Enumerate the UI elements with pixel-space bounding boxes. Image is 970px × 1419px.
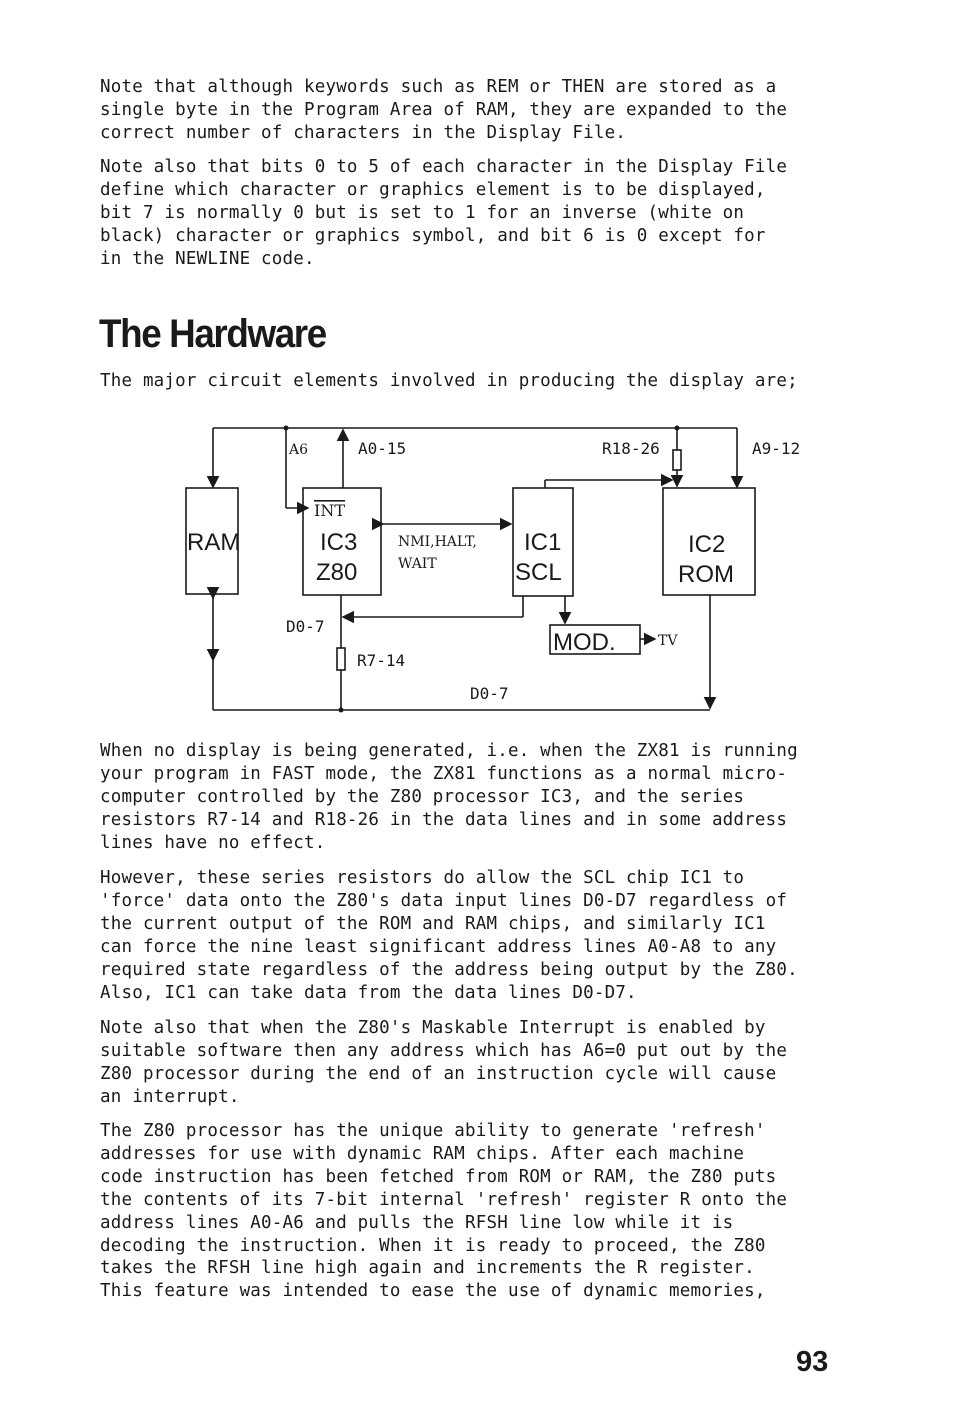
tv-label: TV bbox=[658, 633, 678, 649]
paragraph-keywords: Note that although keywords such as REM or THEN are stored as a single byte in the Program Area of RAM, they are expanded to the correct number of characters in the Display File. bbox=[100, 77, 788, 143]
paragraph-fast-mode: When no display is being generated, i.e. when the ZX81 is running your program in FAST mode, the ZX81 functions as a normal micro- computer controlled by the Z80 processor IC3, and the series resistors R7-14 and R18-26 in the data lines and in some address lines have no effect. bbox=[100, 741, 798, 853]
ic3-label: IC3 bbox=[320, 529, 358, 556]
paragraph-intro: The major circuit elements involved in producing the display are; bbox=[100, 371, 798, 391]
paragraph-display-file-bits: Note also that bits 0 to 5 of each character in the Display File define which character or graphics element is to be displayed, bit 7 is normally 0 but is set to 1 for an inverse (white on black) character or graphics symbol, and bit 6 is 0 except for in the NEWLINE code. bbox=[100, 157, 788, 269]
r7-14-resistor bbox=[337, 648, 345, 670]
circuit-diagram-svg bbox=[180, 420, 820, 720]
nmi-halt-label: NMI,HALT, bbox=[398, 534, 477, 550]
a6-junction-dot bbox=[284, 426, 289, 431]
d0-7-bottom-label: D0-7 bbox=[470, 684, 509, 703]
r7-14-label: R7-14 bbox=[357, 651, 406, 670]
mod-label: MOD. bbox=[553, 629, 616, 656]
rom-label: ROM bbox=[678, 561, 734, 588]
r18-26-resistor bbox=[673, 450, 681, 470]
z80-label: Z80 bbox=[316, 559, 358, 586]
ram-label: RAM bbox=[187, 529, 241, 556]
paragraph-interrupt: Note also that when the Z80's Maskable Interrupt is enabled by suitable software then any address which has A6=0 put out by the Z80 processor during the end of an instruction cycle will cause an interrupt. bbox=[100, 1018, 788, 1107]
d0-7-left-label: D0-7 bbox=[286, 617, 325, 636]
page-number: 93 bbox=[796, 1346, 829, 1378]
paragraph-refresh: The Z80 processor has the unique ability to generate 'refresh' addresses for use with dynamic RAM chips. After each machine code instruction has been fetched from ROM or RAM, the Z80 puts the contents of its 7-bit internal 'refresh' register R onto the address lines A0-A6 and pulls the RFSH line low while it is decoding the instruction. When it is ready to proceed, the Z80 takes the RFSH line high again and increments the R register. This feature was intended to ease the use of dynamic memories, bbox=[100, 1121, 788, 1302]
a0-15-label: A0-15 bbox=[358, 439, 407, 458]
r18-26-label: R18-26 bbox=[602, 439, 660, 458]
wait-label: WAIT bbox=[398, 556, 437, 572]
circuit-diagram bbox=[180, 420, 820, 720]
a6-label: A6 bbox=[289, 442, 309, 458]
section-heading: The Hardware bbox=[99, 312, 326, 356]
paragraph-series-resistors: However, these series resistors do allow the SCL chip IC1 to 'force' data onto the Z80's data input lines D0-D7 regardless of the current output of the ROM and RAM chips, and similarly IC1 can force the nine least significant address lines A0-A8 to any required state regardless of the address being output by the Z80. Also, IC1 can take data from the data lines D0-D7. bbox=[100, 868, 798, 1003]
int-label: INT bbox=[314, 501, 345, 520]
data-junction-dot bbox=[339, 708, 344, 713]
ic1-label: IC1 bbox=[524, 529, 562, 556]
ic2-label: IC2 bbox=[688, 531, 726, 558]
r18-junction-dot bbox=[675, 426, 680, 431]
a9-12-label: A9-12 bbox=[752, 439, 801, 458]
scl-label: SCL bbox=[515, 559, 562, 586]
